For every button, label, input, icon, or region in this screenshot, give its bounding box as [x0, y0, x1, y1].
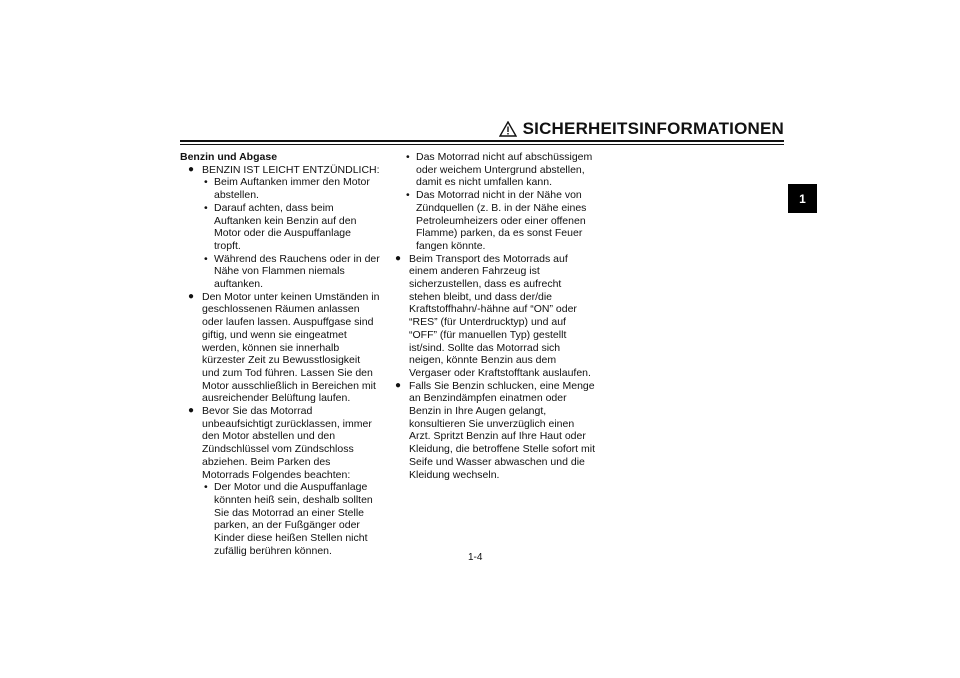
major-bullet-icon: ●	[188, 290, 195, 302]
sub-list-item	[180, 253, 380, 291]
page-number: 1-4	[468, 552, 483, 563]
minor-bullet-icon: •	[406, 189, 410, 202]
list-item	[180, 164, 380, 177]
sub-list-item-text: Während des Rauchens oder in der Nähe von Flammen niemals auftanken.	[214, 252, 380, 291]
major-bullet-icon: ●	[395, 379, 402, 391]
sub-list-item	[180, 176, 380, 201]
minor-bullet-icon: •	[204, 481, 208, 494]
list-item	[395, 253, 595, 380]
minor-bullet-icon: •	[204, 252, 208, 265]
major-bullet-icon: ●	[188, 163, 195, 175]
chapter-tab-label: 1	[799, 191, 806, 206]
sub-list-item	[180, 481, 380, 557]
right-column	[395, 151, 595, 481]
list-item-text: BENZIN IST LEICHT ENTZÜNDLICH:	[202, 163, 380, 176]
list-item	[180, 405, 380, 481]
chapter-tab	[788, 184, 817, 213]
sub-list-item	[395, 189, 595, 253]
header-rule-thin	[180, 144, 784, 145]
major-bullet-icon: ●	[188, 405, 195, 417]
list-item-text: Den Motor unter keinen Umständen in geschlossenen Räumen anlassen oder laufen lassen. Auspuffgase sind giftig, und wenn sie eingeatmet werden, können sie innerhalb kürzester Zeit zu Bewusstlosigkeit und zum Tod führen. Lassen Sie den Motor ausschließlich in Bereichen mit ausreichender Belüftung laufen.	[202, 290, 380, 405]
sub-list-item-text: Darauf achten, dass beim Auftanken kein Benzin auf den Motor oder die Auspuffanlage tropft.	[214, 201, 357, 252]
list-item	[395, 380, 595, 482]
major-bullet-icon: ●	[395, 252, 402, 264]
sub-list-item-text: Der Motor und die Auspuffanlage könnten heiß sein, deshalb sollten Sie das Motorrad an einer Stelle parken, an der Fußgänger oder Kinder diese heißen Stellen nicht zufällig berühren können.	[214, 481, 373, 557]
page-header	[180, 118, 784, 140]
list-item-text: Bevor Sie das Motorrad unbeaufsichtigt zurücklassen, immer den Motor abstellen und den Zündschlüssel vom Zündschloss abziehen. Beim Parken des Motorrads Folgendes beachten:	[202, 405, 372, 481]
minor-bullet-icon: •	[204, 201, 208, 214]
sub-list-item	[395, 151, 595, 189]
warning-triangle-icon	[499, 121, 517, 137]
left-column	[180, 151, 380, 558]
sub-list-item-text: Das Motorrad nicht auf abschüssigem oder weichem Untergrund abstellen, damit es nicht umfallen kann.	[416, 151, 593, 189]
list-item-text: Falls Sie Benzin schlucken, eine Menge an Benzindämpfen einatmen oder Benzin in Ihre Augen gelangt, konsultieren Sie unverzüglich einen Arzt. Spritzt Benzin auf Ihre Haut oder Kleidung, die betroffene Stelle sofort mit Seife und Wasser abwaschen und die Kleidung wechseln.	[409, 379, 596, 481]
header-rule	[180, 140, 784, 142]
minor-bullet-icon: •	[204, 176, 208, 189]
sub-list-item-text: Beim Auftanken immer den Motor abstellen.	[214, 176, 370, 202]
list-item-text: Beim Transport des Motorrads auf einem anderen Fahrzeug ist sicherzustellen, dass es aufrecht stehen bleibt, und dass der/die Kraftstoffhahn/-hähne auf “ON” oder “RES” (für Unterdrucktyp) und auf “OFF” (für manuellen Typ) gestellt ist/sind. Sollte das Motorrad sich neigen, könnte Benzin aus dem Vergaser oder Kraftstofftank auslaufen.	[409, 252, 591, 379]
sub-list-item-text: Das Motorrad nicht in der Nähe von Zündquellen (z. B. in der Nähe eines Petroleumheizers oder einer offenen Flamme) parken, da es sonst Feuer fangen könnte.	[416, 189, 587, 252]
list-item	[180, 291, 380, 405]
sub-list-item	[180, 202, 380, 253]
minor-bullet-icon: •	[406, 151, 410, 163]
section-heading: Benzin und Abgase	[180, 151, 278, 163]
page-title: SICHERHEITSINFORMATIONEN	[522, 119, 784, 138]
